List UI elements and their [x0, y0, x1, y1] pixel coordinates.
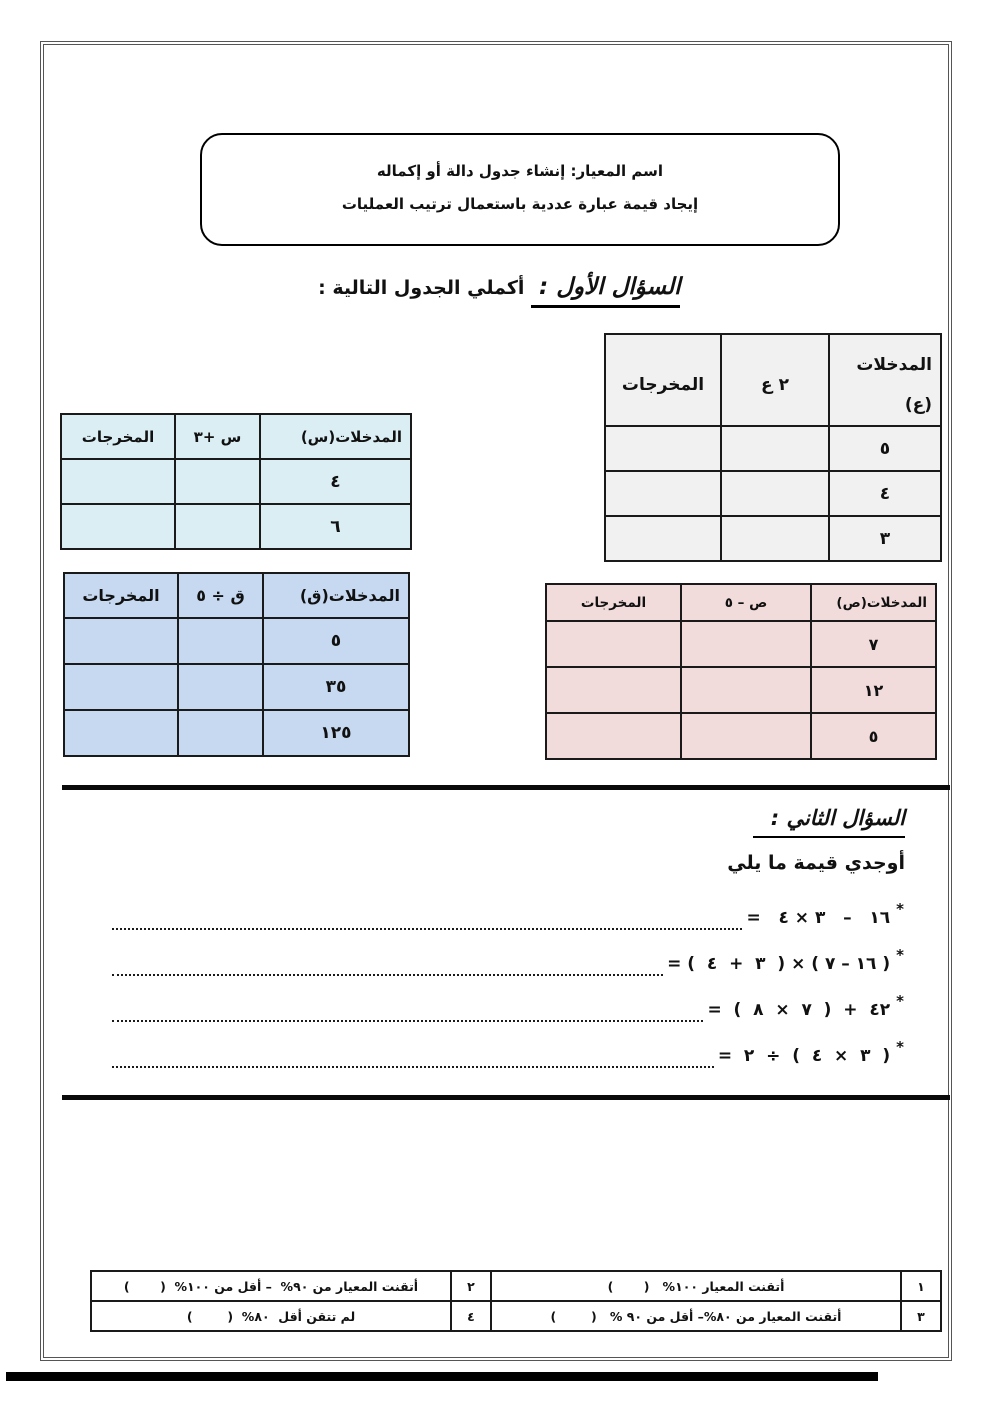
- empty-cell: [64, 618, 178, 664]
- standard-line-2: إيجاد قيمة عبارة عددية باستعمال ترتيب العمليات: [341, 195, 699, 213]
- question1-heading: [40, 274, 952, 300]
- header-inputs-qaf: المدخلات(ق): [263, 573, 409, 618]
- header-outputs: المخرجات: [605, 334, 721, 426]
- expression-text: ١٦ – ٣ × ٤ =: [746, 908, 891, 928]
- table-row: [64, 664, 409, 710]
- empty-cell: [681, 667, 811, 713]
- standard-name-box: [200, 133, 840, 246]
- input-value: ٥: [811, 713, 936, 759]
- empty-cell: [61, 459, 175, 504]
- input-value: ٥: [829, 426, 941, 471]
- header-outputs: المخرجات: [61, 414, 175, 459]
- input-value: ١٢٥: [263, 710, 409, 756]
- bullet-star: *: [896, 992, 904, 1010]
- empty-cell: [546, 667, 681, 713]
- header-rule-sad: ص – ٥: [681, 584, 811, 621]
- input-value: ٧: [811, 621, 936, 667]
- input-value: ٤: [260, 459, 411, 504]
- expression-line-2: [112, 944, 904, 990]
- empty-cell: [546, 621, 681, 667]
- function-table-qaf: [63, 572, 410, 757]
- section-divider-top: [62, 785, 950, 790]
- header-inputs-ain: [829, 334, 941, 426]
- expression-line-1: [112, 898, 904, 944]
- empty-cell: [681, 621, 811, 667]
- expression-text: ( ١٦ – ٧ ) × ( ٣ + ٤ ) =: [667, 954, 891, 974]
- rubric-row: [91, 1271, 941, 1301]
- function-table-ain: [604, 333, 942, 562]
- header-rule-seen: س +٣: [175, 414, 260, 459]
- rubric-row: [91, 1301, 941, 1331]
- empty-cell: [605, 516, 721, 561]
- rubric-number: ٣: [901, 1301, 941, 1331]
- empty-cell: [178, 710, 263, 756]
- expression-list: [112, 898, 904, 1082]
- input-value: ٤: [829, 471, 941, 516]
- bullet-star: *: [896, 946, 904, 964]
- input-value: ٥: [263, 618, 409, 664]
- empty-cell: [721, 426, 829, 471]
- table-header-row: [61, 414, 411, 459]
- empty-cell: [605, 426, 721, 471]
- question2-heading: [753, 806, 905, 830]
- input-value: ٣٥: [263, 664, 409, 710]
- empty-cell: [175, 459, 260, 504]
- function-table-sad: [545, 583, 937, 760]
- answer-dotted-line: [112, 974, 663, 976]
- table-row: [546, 667, 936, 713]
- answer-dotted-line: [112, 1020, 703, 1022]
- empty-cell: [178, 664, 263, 710]
- empty-cell: [175, 504, 260, 549]
- empty-cell: [64, 664, 178, 710]
- section-divider-bottom: [62, 1095, 950, 1100]
- header-rule-qaf: ق ÷ ٥: [178, 573, 263, 618]
- input-value: ٦: [260, 504, 411, 549]
- function-table-seen: [60, 413, 412, 550]
- table-row: [64, 710, 409, 756]
- table-row: [605, 426, 941, 471]
- question1-title: السؤال الأول :: [531, 274, 680, 308]
- table-row: [61, 504, 411, 549]
- expression-line-3: [112, 990, 904, 1036]
- expression-line-4: [112, 1036, 904, 1082]
- empty-cell: [605, 471, 721, 516]
- empty-cell: [721, 516, 829, 561]
- answer-dotted-line: [112, 1066, 714, 1068]
- table-row: [605, 471, 941, 516]
- table-row: [61, 459, 411, 504]
- empty-cell: [546, 713, 681, 759]
- table-row: [64, 618, 409, 664]
- rubric-number: ٢: [451, 1271, 491, 1301]
- empty-cell: [681, 713, 811, 759]
- input-value: ٣: [829, 516, 941, 561]
- empty-cell: [721, 471, 829, 516]
- bottom-rule: [6, 1372, 878, 1381]
- header-inputs-line1: المدخلات: [856, 355, 932, 375]
- answer-dotted-line: [112, 928, 742, 930]
- table-header-row: [546, 584, 936, 621]
- bullet-star: *: [896, 1038, 904, 1056]
- header-inputs-line2: (ع): [904, 395, 932, 415]
- rubric-text: أتقنت المعيار من ٩٠% – أقل من ١٠٠% ( ): [91, 1271, 451, 1301]
- standard-line-1: اسم المعيار: إنشاء جدول دالة أو إكماله: [376, 162, 664, 180]
- header-inputs-sad: المدخلات(ص): [811, 584, 936, 621]
- expression-text: ( ٣ × ٤ ) ÷ ٢ =: [717, 1046, 891, 1066]
- table-header-row: [64, 573, 409, 618]
- empty-cell: [64, 710, 178, 756]
- rubric-text: لم تتقن أقل ٨٠% ( ): [91, 1301, 451, 1331]
- question2-title: السؤال الثاني :: [753, 806, 905, 838]
- rubric-table: [90, 1270, 942, 1332]
- question1-instruction: أكملي الجدول التالية :: [311, 277, 532, 299]
- table-row: [605, 516, 941, 561]
- table-row: [546, 621, 936, 667]
- table-row: [546, 713, 936, 759]
- header-outputs: المخرجات: [64, 573, 178, 618]
- header-rule-ain: ٢ ع: [721, 334, 829, 426]
- question2-instruction: أوجدي قيمة ما يلي: [727, 852, 905, 874]
- expression-text: ٤٢ + ( ٧ × ٨ ) =: [707, 1000, 891, 1020]
- input-value: ١٢: [811, 667, 936, 713]
- empty-cell: [178, 618, 263, 664]
- header-inputs-seen: المدخلات(س): [260, 414, 411, 459]
- rubric-text: أتقنت المعيار من ٨٠%– أقل من ٩٠ % ( ): [491, 1301, 901, 1331]
- table-header-row: [605, 334, 941, 426]
- bullet-star: *: [896, 900, 904, 918]
- rubric-text: أتقنت المعيار ١٠٠% ( ): [491, 1271, 901, 1301]
- empty-cell: [61, 504, 175, 549]
- rubric-number: ١: [901, 1271, 941, 1301]
- header-outputs: المخرجات: [546, 584, 681, 621]
- rubric-number: ٤: [451, 1301, 491, 1331]
